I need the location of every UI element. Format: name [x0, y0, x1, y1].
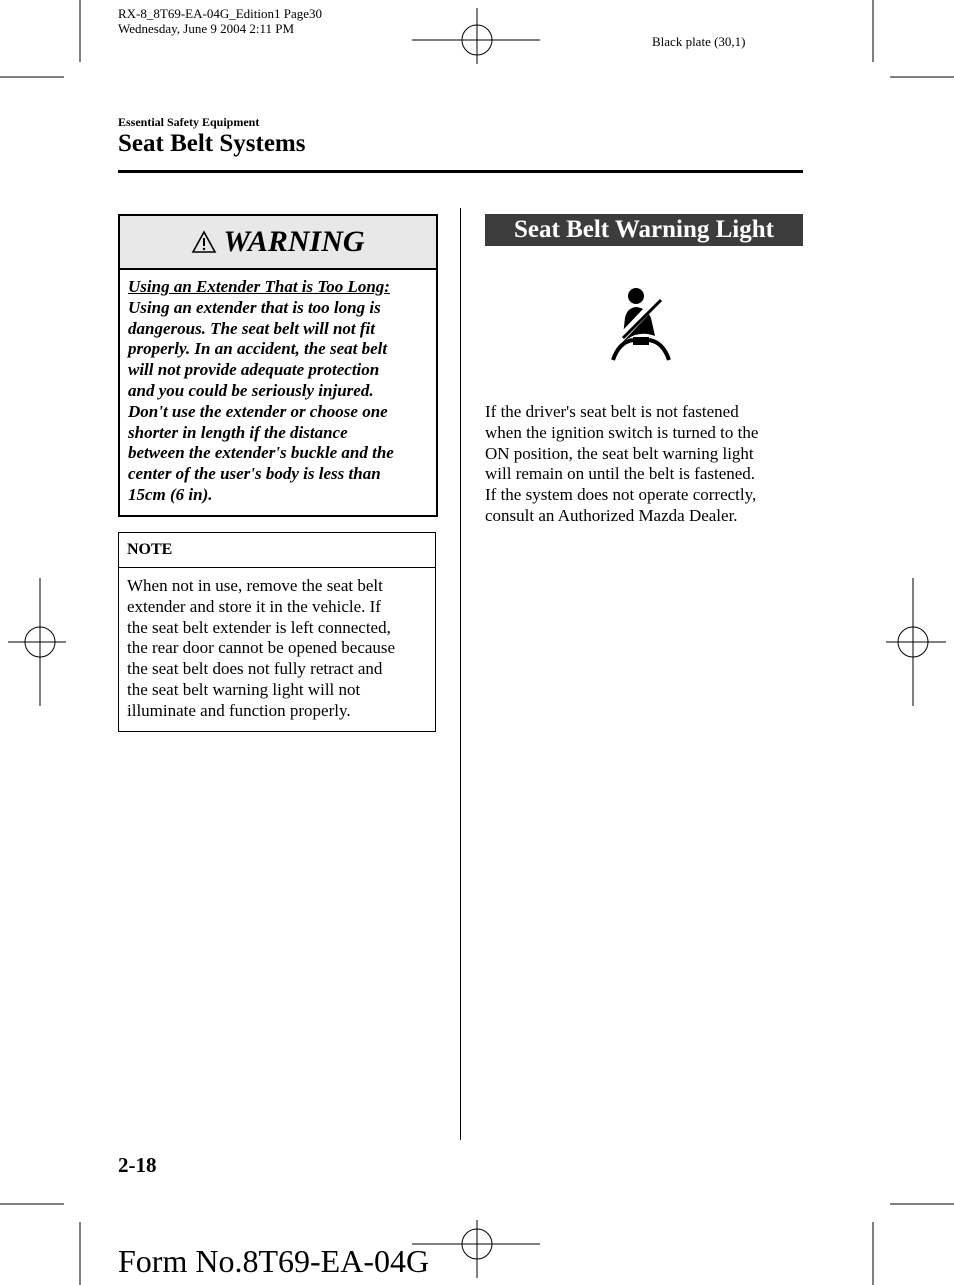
title-rule: [118, 170, 803, 173]
warning-line: shorter in length if the distance: [128, 422, 348, 442]
slug-line-2: Wednesday, June 9 2004 2:11 PM: [118, 21, 295, 36]
note-box: [118, 532, 436, 732]
warning-lead: Using an Extender That is Too Long:: [128, 277, 390, 296]
paragraph-line: will remain on until the belt is fastened.: [485, 464, 756, 484]
warning-line: Don't use the extender or choose one: [128, 401, 388, 421]
warning-line: will not provide adequate protection: [128, 360, 380, 380]
note-line: the seat belt extender is left connected,: [127, 617, 391, 637]
warning-line: and you could be seriously injured.: [128, 380, 374, 400]
warning-body: [120, 270, 436, 515]
note-line: illuminate and function properly.: [127, 700, 351, 720]
note-line: extender and store it in the vehicle. If: [127, 596, 381, 616]
section-label: Essential Safety Equipment: [118, 115, 260, 129]
warning-line: between the extender's buckle and the: [128, 443, 394, 463]
note-title: NOTE: [119, 533, 435, 568]
paragraph-line: If the system does not operate correctly,: [485, 485, 757, 505]
plate-label: Black plate (30,1): [652, 34, 746, 49]
warning-line: 15cm (6 in).: [128, 484, 213, 504]
form-number: Form No.8T69-EA-04G: [118, 1243, 430, 1279]
warning-light-paragraph: [485, 402, 805, 527]
warning-box: [118, 214, 438, 517]
warning-title: WARNING: [223, 225, 365, 258]
note-body: [119, 568, 435, 731]
note-line: the seat belt warning light will not: [127, 679, 361, 699]
warning-line: properly. In an accident, the seat belt: [128, 339, 388, 359]
paragraph-line: If the driver's seat belt is not fastened: [485, 402, 739, 421]
column-divider: [460, 208, 461, 1140]
note-line: the rear door cannot be opened because: [127, 638, 396, 658]
seat-belt-warning-icon: [605, 282, 677, 364]
warning-line: center of the user's body is less than: [128, 464, 381, 484]
paragraph-line: consult an Authorized Mazda Dealer.: [485, 505, 738, 525]
note-line: the seat belt does not fully retract and: [127, 659, 383, 679]
paragraph-line: ON position, the seat belt warning light: [485, 443, 754, 463]
warning-triangle-icon: [191, 230, 217, 254]
section-heading: Seat Belt Warning Light: [485, 214, 803, 246]
warning-line: Using an extender that is too long is: [128, 297, 381, 317]
note-line: When not in use, remove the seat belt: [127, 576, 383, 595]
slug-line-1: RX-8_8T69-EA-04G_Edition1 Page30: [118, 6, 323, 21]
page-number: 2-18: [118, 1153, 157, 1177]
print-slug: [118, 6, 322, 36]
paragraph-line: when the ignition switch is turned to the: [485, 422, 759, 442]
warning-line: dangerous. The seat belt will not fit: [128, 318, 375, 338]
warning-header: [120, 216, 436, 270]
page-title: Seat Belt Systems: [118, 130, 306, 157]
